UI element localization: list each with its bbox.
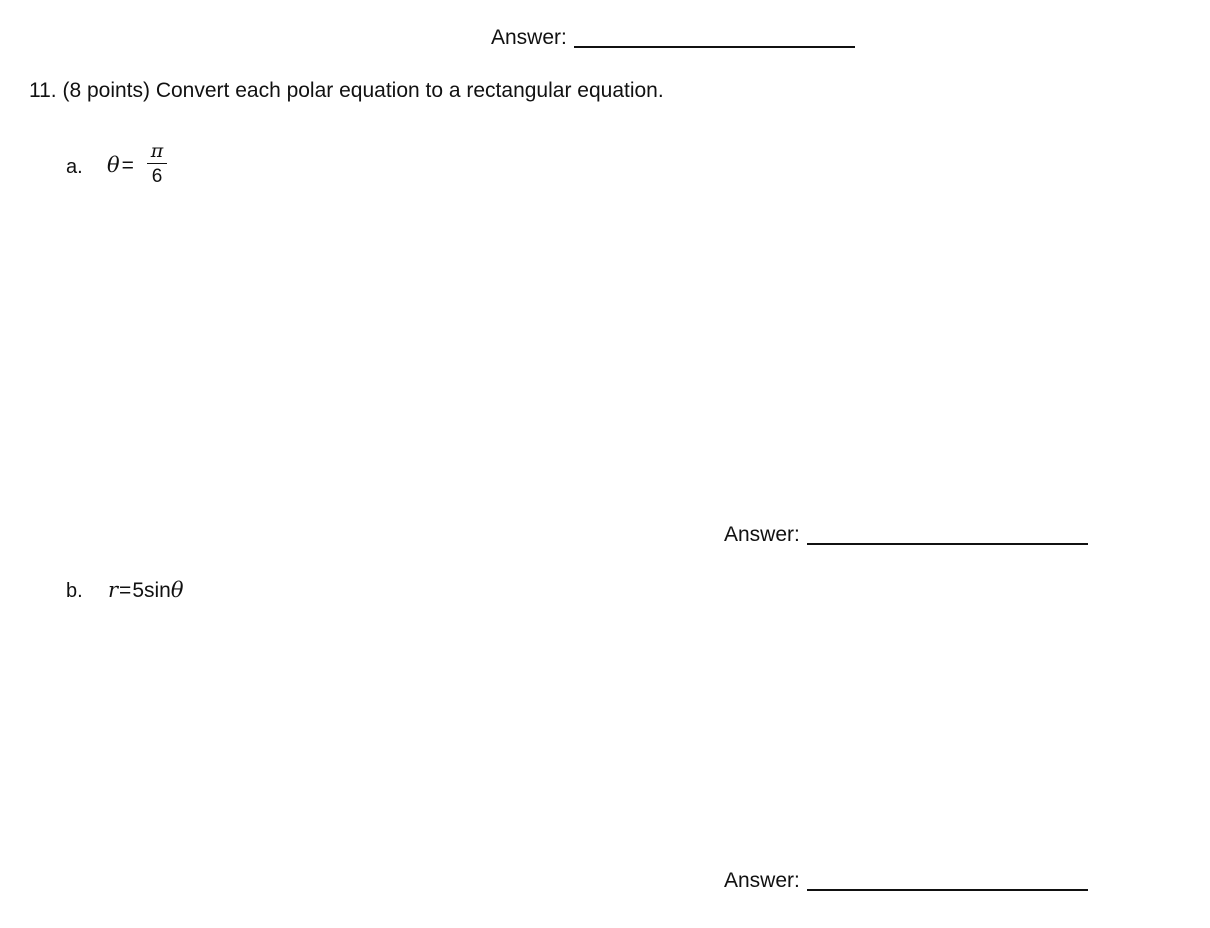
part-b-equation: [108, 580, 184, 601]
previous-answer-row: [491, 27, 855, 48]
fraction-bar: [147, 163, 167, 164]
part-a-answer-row: [724, 524, 1088, 545]
part-b-label: b.: [66, 580, 83, 602]
theta-symbol: θ: [107, 153, 120, 177]
question-text: 11. (8 points) Convert each polar equation to a rectangular equation.: [29, 79, 664, 102]
answer-label: Answer:: [724, 523, 800, 546]
part-a-label: a.: [66, 156, 83, 178]
answer-blank-line[interactable]: [807, 525, 1088, 545]
theta-symbol: θ: [170, 578, 184, 602]
answer-label: Answer:: [724, 869, 800, 892]
sin-function: sin: [144, 579, 171, 602]
answer-label: Answer:: [491, 26, 567, 49]
fraction-numerator-pi: π: [150, 140, 164, 162]
equals-sign: =: [121, 154, 134, 177]
equals-sign: =: [119, 579, 132, 602]
fraction-denominator: 6: [151, 166, 163, 187]
coefficient: 5: [132, 579, 144, 602]
r-variable: r: [108, 578, 119, 602]
part-b-answer-row: [724, 870, 1088, 891]
answer-blank-line[interactable]: [574, 28, 855, 48]
part-a-fraction: [146, 142, 168, 186]
answer-blank-line[interactable]: [807, 871, 1088, 891]
part-a-equation-lhs: [107, 155, 134, 176]
